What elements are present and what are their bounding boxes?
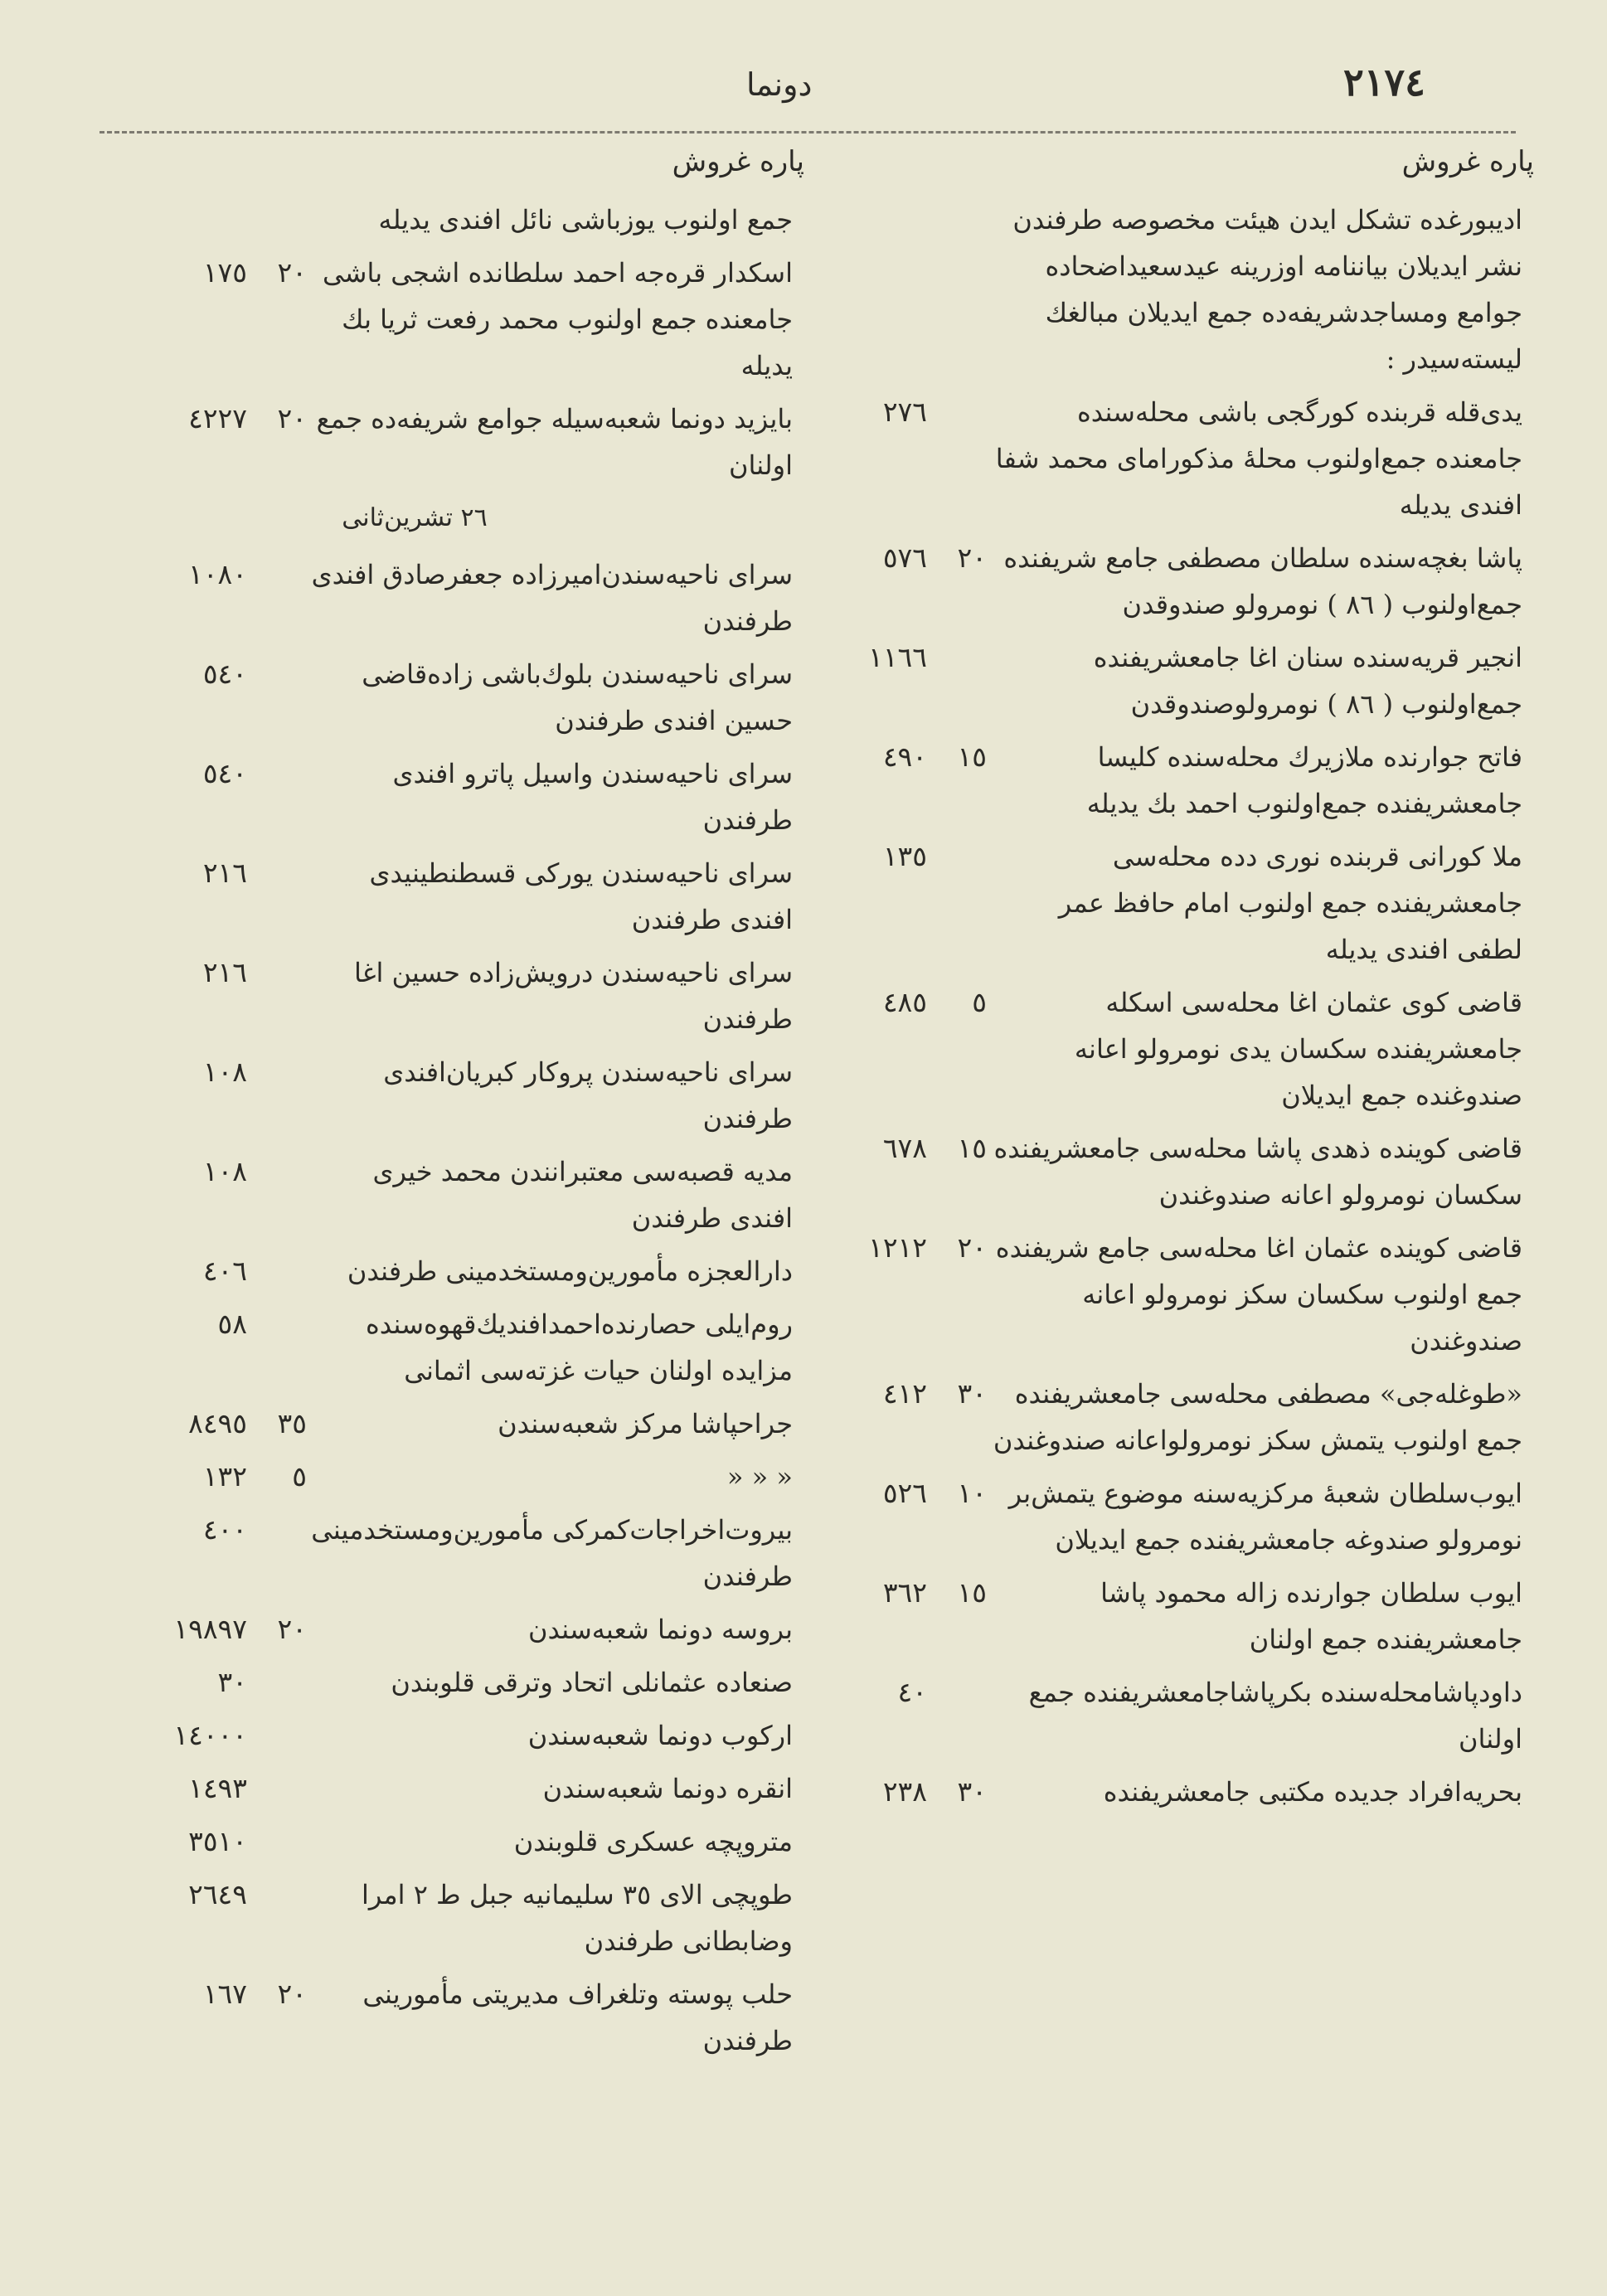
amount-para: ١٥ [957, 740, 987, 773]
column-heading: پاره غروش [672, 145, 804, 178]
amount [821, 634, 987, 681]
entry-text: اركوب دونما شعبه‌سندن [527, 1720, 793, 1751]
ledger-entry [124, 1507, 804, 1599]
amount-para: ١٥ [957, 1576, 987, 1609]
amount [124, 1971, 307, 2017]
entry-text: حلب پوسته وتلغراف مديريتى مأمورينى طرفندن [362, 1978, 793, 2056]
entry-text: اديبورغده تشكل ايدن هيئت مخصوصه طرفندن نشر ايديلان بياننامه اوزرينه عيدسعيداضحاده جوامع ومساجدشريفه‌ده جمع ايديلان مبالغك ليسته‌سيدر : [1012, 204, 1522, 375]
ledger-entry [821, 1470, 1534, 1563]
amount [124, 949, 307, 996]
ledger-entry [821, 1769, 1534, 1815]
amount [124, 750, 307, 797]
amount-kurus: ١٠٨ [202, 1155, 247, 1187]
amount-kurus: ١٤٩٣ [188, 1772, 247, 1804]
entry-text: سراى ناحيه‌سندن بلوك‌باشى زاده‌قاضى حسين افندى طرفندن [362, 658, 793, 736]
amount [124, 1606, 307, 1653]
amount-para [265, 1507, 307, 1553]
amount-kurus: ٣٥١٠ [188, 1825, 247, 1857]
amount [821, 1769, 987, 1815]
amount-para [265, 1871, 307, 1918]
amount-kurus: ١٤٠٠٠ [173, 1719, 247, 1751]
entry-text: «طوغله‌جى» مصطفى محله‌سى جامعشريفنده جمع اولنوب يتمش سكز نومرولواعانه صندوغندن [993, 1378, 1522, 1456]
amount-para [265, 651, 307, 697]
amount [124, 651, 307, 697]
amount-kurus: ٢١٦ [202, 857, 247, 889]
amount-kurus: ٢٦٤٩ [188, 1878, 247, 1910]
amount [124, 1049, 307, 1095]
entry-text: سراى ناحيه‌سندن‌اميرزاده جعفرصادق افندى طرفندن [311, 559, 793, 637]
section-date: ٢٦ تشرين‌ثانى [342, 503, 488, 532]
entry-text: بايزيد دونما شعبه‌سيله جوامع شريفه‌ده جمع اولنان [316, 403, 793, 481]
ledger-entry [124, 1301, 804, 1394]
ledger-entry [124, 1400, 804, 1447]
amount-kurus: ٦٧٨ [882, 1132, 927, 1164]
amount [124, 250, 307, 296]
amount-para [945, 634, 987, 681]
amount [124, 1400, 307, 1447]
amount-para [265, 1148, 307, 1195]
ledger-entry [124, 1606, 804, 1653]
ledger-entry [821, 389, 1534, 528]
amount-para [265, 1712, 307, 1759]
amount-kurus: ٥٧٦ [882, 541, 927, 574]
amount-kurus: ١٦٧ [202, 1978, 247, 2010]
amount [124, 1148, 307, 1195]
amount [821, 1125, 987, 1172]
amount-para: ٢٠ [277, 402, 307, 434]
ledger-entry [124, 1765, 804, 1812]
amount-kurus: ٤٨٥ [882, 986, 927, 1018]
entry-text: ملا كورانى قربنده نورى دده محله‌سى جامعشريفنده جمع اولنوب امام حافظ عمر لطفى افندى يديله [1058, 841, 1522, 965]
ledger-entry [124, 750, 804, 843]
amount-para [265, 551, 307, 598]
amount [124, 1818, 307, 1865]
page-number: ٢١٧٤ [1343, 60, 1425, 104]
entry-text: فاتح جوارنده ملازيرك محله‌سنده كليسا جامعشريفنده جمع‌اولنوب احمد بك يديله [1086, 741, 1522, 819]
ledger-entry [124, 1971, 804, 2064]
amount-kurus: ٤٩٠ [882, 740, 927, 773]
ledger-entry [821, 535, 1534, 628]
amount [124, 1301, 307, 1347]
amount-para: ٣٠ [957, 1775, 987, 1808]
amount-kurus: ٥٤٠ [202, 658, 247, 690]
amount-kurus: ٥٨ [217, 1308, 247, 1340]
ledger-entry [124, 1818, 804, 1865]
entry-text: سراى ناحيه‌سندن پروكار كبريان‌افندى طرفندن [383, 1056, 793, 1134]
amount-para [265, 1818, 307, 1865]
amount-kurus: ١١٦٦ [868, 641, 927, 673]
amount [821, 535, 987, 581]
ledger-entry [821, 833, 1534, 973]
entry-text: مديه قصبه‌سى معتبرانندن محمد خيرى افندى طرفندن [372, 1156, 793, 1234]
amount-kurus: ٣٠ [217, 1666, 247, 1698]
ledger-entry [124, 1148, 804, 1241]
ledger-entry [124, 1248, 804, 1294]
amount-kurus: ١٣٥ [882, 840, 927, 872]
entry-text: سراى ناحيه‌سندن واسيل پاترو افندى طرفندن [392, 758, 793, 836]
amount [821, 734, 987, 780]
amount-para [265, 750, 307, 797]
amount-kurus: ١٩٨٩٧ [173, 1613, 247, 1645]
amount-kurus: ١٠٨٠ [188, 558, 247, 590]
amount [821, 1225, 987, 1271]
amount-kurus: ٤٢٢٧ [188, 402, 247, 434]
amount [124, 1248, 307, 1294]
amount [821, 979, 987, 1026]
amount [124, 1712, 307, 1759]
amount [124, 850, 307, 896]
ledger-entry [124, 651, 804, 744]
entry-text: ايوب‌سلطان شعبهٔ مركزيه‌سنه موضوع يتمش‌بر نومرولو صندوغه جامعشريفنده جمع ايديلان [1008, 1478, 1522, 1556]
entry-text: قاضى كوينده ذهدى پاشا محله‌سى جامعشريفنده سكسان نومرولو اعانه صندوغندن [993, 1133, 1522, 1211]
amount [124, 1659, 307, 1706]
amount [124, 1454, 307, 1500]
left-column [124, 145, 804, 2070]
entry-text: قاضى كوينده عثمان اغا محله‌سى جامع شريفنده جمع اولنوب سكسان سكز نومرولو اعانه صندوغندن [995, 1232, 1522, 1357]
entry-text: جراحپاشا مركز شعبه‌سندن [498, 1408, 793, 1439]
ledger-entry [124, 1454, 804, 1500]
amount-kurus: ٤٠٦ [202, 1255, 247, 1287]
entry-text: اسكدار قره‌جه احمد سلطانده اشجى باشى جامعنده جمع اولنوب محمد رفعت ثريا بك يديله [322, 257, 793, 381]
amount-para: ٢٠ [957, 1231, 987, 1264]
ledger-entry [821, 1371, 1534, 1464]
amount-para [945, 833, 987, 880]
amount-kurus: ٨٤٩٥ [188, 1407, 247, 1439]
amount [821, 1570, 987, 1616]
amount-kurus: ٣٦٢ [882, 1576, 927, 1609]
amount [821, 389, 987, 435]
ledger-entry [124, 949, 804, 1042]
ledger-entry [821, 734, 1534, 827]
entry-text: بيروت‌اخراجات‌كمركى مأمورين‌ومستخدمينى طرفندن [311, 1514, 793, 1592]
entry-text: يدى‌قله قربنده كورگجى باشى محله‌سنده جامعنده جمع‌اولنوب محلهٔ مذكوراماى محمد شفا افندى يديله [995, 396, 1522, 521]
amount-para: ١٥ [957, 1132, 987, 1164]
amount-kurus: ٢٧٦ [882, 396, 927, 428]
ledger-entry [124, 396, 804, 488]
amount-para [265, 1049, 307, 1095]
amount-para [265, 850, 307, 896]
entry-text: سراى ناحيه‌سندن يوركى قسطنطينيدى افندى طرفندن [369, 857, 793, 935]
entry-text: پاشا بغچه‌سنده سلطان مصطفى جامع شريفنده جمع‌اولنوب ( ٨٦ ) نومرولو صندوقدن [1003, 542, 1522, 620]
ledger-entry [821, 1669, 1534, 1762]
ledger-entry [821, 979, 1534, 1119]
entry-text: سراى ناحيه‌سندن درويش‌زاده حسين اغا طرفندن [353, 957, 793, 1035]
amount-para: ٢٠ [277, 256, 307, 289]
ledger-entry [821, 1570, 1534, 1663]
entry-text: انقره دونما شعبه‌سندن [542, 1773, 793, 1804]
entry-text: روم‌ايلى حصارنده‌احمدافنديك‌قهوه‌سنده مزايده اولنان حيات غزته‌سى اثمانى [365, 1308, 793, 1386]
amount-para: ٥ [972, 986, 987, 1018]
entry-text: طوپچى الاى ٣٥ سليمانيه جبل ط ٢ امرا وضابطانى طرفندن [361, 1879, 793, 1957]
entry-text: بحريه‌افراد جديده مكتبى جامعشريفنده [1103, 1776, 1522, 1808]
amount-kurus: ٥٤٠ [202, 757, 247, 789]
amount-para: ٣٠ [957, 1377, 987, 1410]
ledger-entry [124, 197, 804, 243]
entry-text: قاضى كوى عثمان اغا محله‌سى اسكله جامعشريفنده سكسان يدى نومرولو اعانه صندوغنده جمع ايديلان [1074, 987, 1522, 1111]
amount-para: ٢٠ [957, 541, 987, 574]
entry-text: انجير قريه‌سنده سنان اغا جامعشريفنده جمع‌اولنوب ( ٨٦ ) نومرولوصندوقدن [1093, 642, 1522, 720]
entry-text: صنعاده عثمانلى اتحاد وترقى قلوبندن [391, 1667, 793, 1698]
ledger-entry [124, 850, 804, 943]
amount-kurus: ١٧٥ [202, 256, 247, 289]
amount [821, 1669, 987, 1716]
amount-kurus: ٥٢٦ [882, 1477, 927, 1509]
entry-text: متروپچه عسكرى قلوبندن [513, 1826, 793, 1857]
amount-para: ٥ [292, 1460, 307, 1493]
ledger-entry [124, 1712, 804, 1759]
amount-kurus: ١٢١٢ [868, 1231, 927, 1264]
amount-kurus: ١٠٨ [202, 1056, 247, 1088]
amount-para [265, 1765, 307, 1812]
amount-kurus: ١٣٢ [202, 1460, 247, 1493]
amount-para [265, 1659, 307, 1706]
entry-text: دارالعجزه مأمورين‌ومستخدمينى طرفندن [347, 1255, 793, 1287]
right-column [821, 145, 1534, 1822]
amount-kurus: ٤٠ [897, 1676, 927, 1708]
amount [124, 551, 307, 598]
amount-kurus: ٤١٢ [882, 1377, 927, 1410]
ledger-entry [124, 1659, 804, 1706]
ledger-entry [124, 551, 804, 644]
ledger-entry [821, 1225, 1534, 1364]
entry-text: بروسه دونما شعبه‌سندن [527, 1614, 793, 1645]
amount-kurus: ٢٣٨ [882, 1775, 927, 1808]
ledger-entry [821, 1125, 1534, 1218]
amount [821, 833, 987, 880]
entry-text: داودپاشامحله‌سنده بكرپاشاجامعشريفنده جمع اولنان [1028, 1677, 1522, 1755]
amount [124, 1507, 307, 1553]
running-title: دونما [746, 66, 813, 103]
ledger-entry [124, 1871, 804, 1964]
amount [821, 1470, 987, 1517]
amount-kurus: ٤٠٠ [202, 1513, 247, 1546]
ledger-entry [821, 634, 1534, 727]
amount-para [945, 389, 987, 435]
amount-kurus: ٢١٦ [202, 956, 247, 988]
amount [821, 1371, 987, 1417]
amount-para: ٢٠ [277, 1978, 307, 2010]
header-divider [100, 131, 1516, 133]
amount-para [945, 1669, 987, 1716]
ledger-entry [821, 197, 1534, 382]
ledger-entry [124, 1049, 804, 1142]
entry-text: جمع اولنوب يوزباشى نائل افندى يديله [378, 204, 793, 235]
amount [124, 396, 307, 442]
amount-para [265, 1248, 307, 1294]
amount-para: ٢٠ [277, 1613, 307, 1645]
entry-text: ايوب سلطان جوارنده زاله محمود پاشا جامعشريفنده جمع اولنان [1100, 1577, 1522, 1655]
amount [124, 1871, 307, 1918]
ledger-entry [124, 250, 804, 389]
column-heading: پاره غروش [1401, 145, 1534, 178]
entry-text: « « « [726, 1461, 793, 1493]
amount [124, 1765, 307, 1812]
amount-para: ٣٥ [277, 1407, 307, 1439]
amount-para [265, 1301, 307, 1347]
amount-para: ١٠ [957, 1477, 987, 1509]
amount-para [265, 949, 307, 996]
